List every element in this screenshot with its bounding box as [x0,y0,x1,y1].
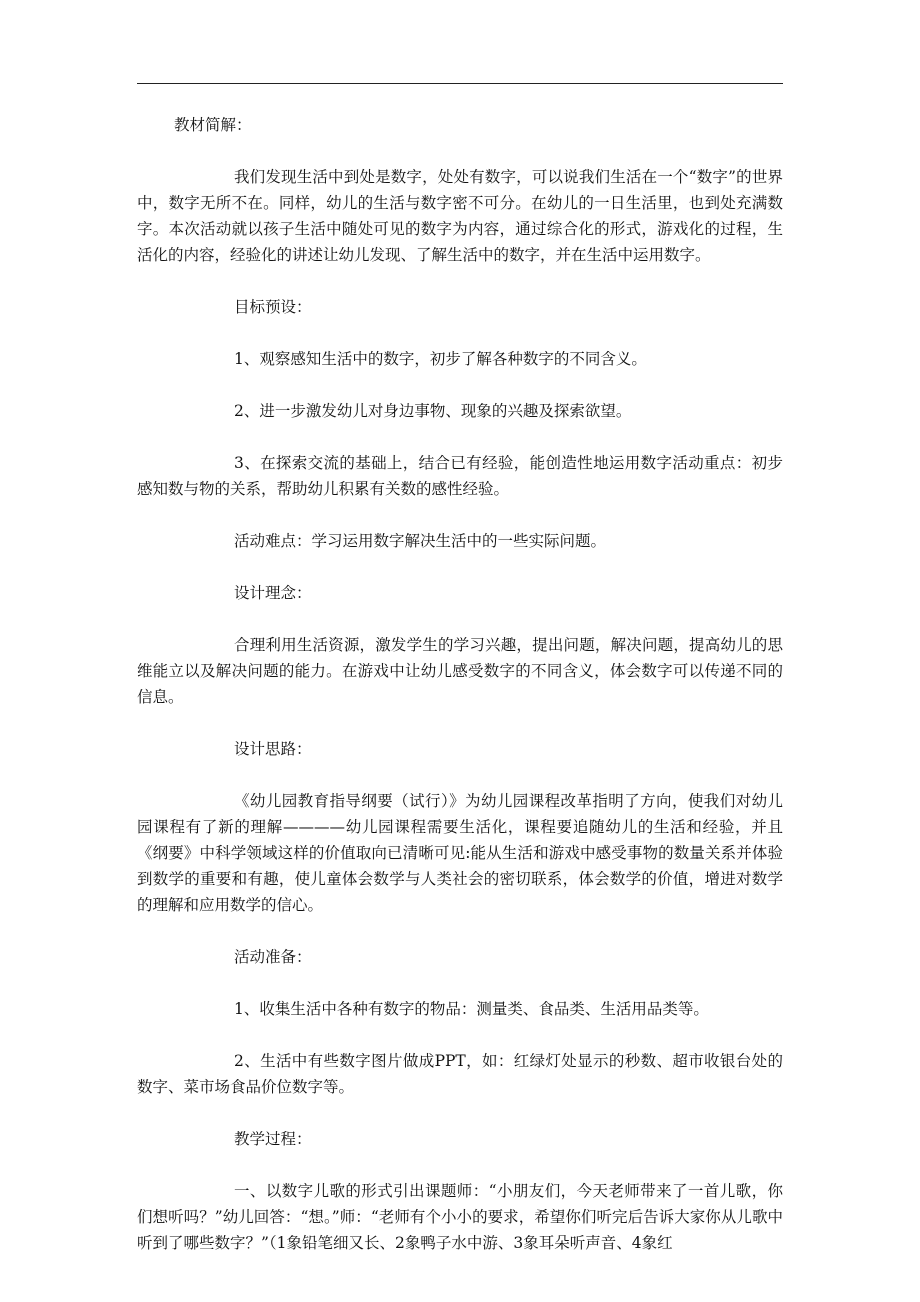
document-body [137,112,783,1256]
prep-item-2: 2、生活中有些数字图片做成PPT，如：红绿灯处显示的秒数、超市收银台处的数字、菜市场食品价位数字等。 [137,1052,783,1096]
goal-item-2: 2、进一步激发幼儿对身边事物、现象的兴趣及探索欲望。 [234,402,632,420]
prep-item-1: 1、收集生活中各种有数字的物品：测量类、食品类、生活用品类等。 [234,1000,709,1018]
paragraph-linian: 合理利用生活资源，激发学生的学习兴趣，提出问题，解决问题，提高幼儿的思维能立以及解决问题的能力。在游戏中让幼儿感受数字的不同含义，体会数字可以传递不同的信息。 [137,636,783,706]
goal-item-3: 3、在探索交流的基础上，结合已有经验，能创造性地运用数字活动重点：初步感知数与物的关系，帮助幼儿积累有关数的感性经验。 [137,454,783,498]
section-heading-zhunbei: 活动准备： [234,948,312,966]
paragraph-silu: 《幼儿园教育指导纲要（试行）》为幼儿园课程改革指明了方向，使我们对幼儿园课程有了新的理解————幼儿园课程需要生活化，课程要追随幼儿的生活和经验，并且《纲要》中科学领域这样的价值取向已清晰可见:能从生活和游戏中感受事物的数量关系并体验到数学的重要和有趣，使儿童体会数学与人类社会的密切联系，体会数学的价值，增进对数学的理解和应用数学的信心。 [137,792,783,914]
header-rule [137,83,783,84]
paragraph-intro: 我们发现生活中到处是数字，处处有数字，可以说我们生活在一个“数字”的世界中，数字无所不在。同样，幼儿的生活与数字密不可分。在幼儿的一日生活里，也到处充满数字。本次活动就以孩子生活中随处可见的数字为内容，通过综合化的形式，游戏化的过程，生活化的内容，经验化的讲述让幼儿发现、了解生活中的数字，并在生活中运用数字。 [137,168,783,264]
process-step-1: 一、以数字儿歌的形式引出课题师：“小朋友们，今天老师带来了一首儿歌，你们想听吗？”幼儿回答：“想。”师：“老师有个小小的要求，希望你们听完后告诉大家你从儿歌中听到了哪些数字？”（1象铅笔细又长、2象鸭子水中游、3象耳朵听声音、4象红 [137,1182,783,1252]
section-heading-linian: 设计理念： [234,584,312,602]
section-heading-silu: 设计思路： [234,740,312,758]
difficulty-line: 活动难点：学习运用数字解决生活中的一些实际问题。 [234,532,607,550]
goal-item-1: 1、观察感知生活中的数字，初步了解各种数字的不同含义。 [234,350,647,368]
section-heading-mubiao: 目标预设： [234,298,312,316]
section-heading-guocheng: 教学过程： [234,1130,312,1148]
section-heading-jiaocai: 教材简解： [174,116,252,134]
